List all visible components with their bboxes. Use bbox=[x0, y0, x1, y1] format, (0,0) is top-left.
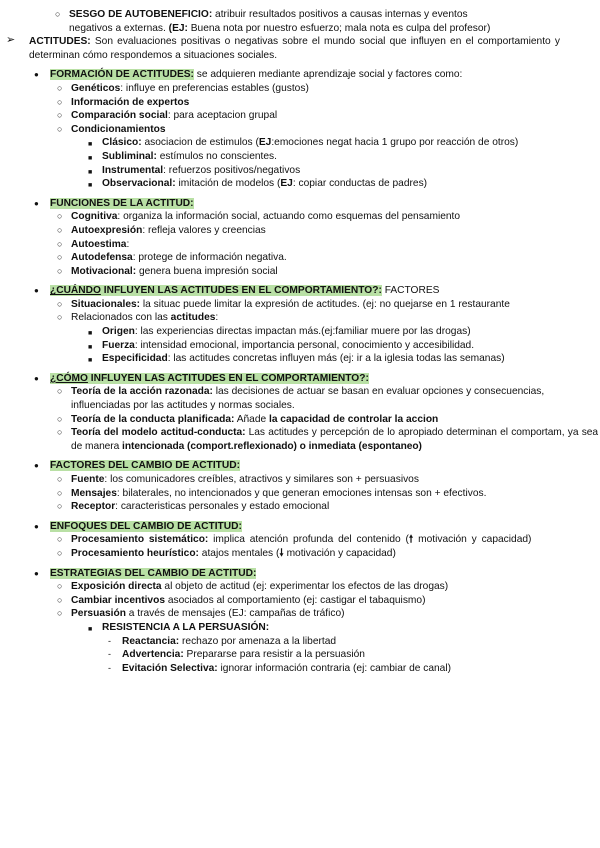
list-item: ○ Teoría de la acción razonada: las decisiones de actuar se basan en evaluar opciones y consecuencias, influenciadas por las actitudes y normas sociales. bbox=[57, 386, 545, 412]
list-item: ○ Exposición directa al objeto de actitud (ej: experimentar los efectos de las drogas) bbox=[57, 581, 449, 593]
list-item: ○ Condicionamientos bbox=[57, 123, 166, 135]
list-item: ○ Cambiar incentivos asociados al comportamiento (ej: castigar el tabaquismo) bbox=[57, 594, 426, 606]
circle-bullet-icon: ○ bbox=[57, 312, 63, 323]
circle-bullet-icon: ○ bbox=[57, 82, 63, 93]
list-item: ○ Procesamiento heurístico: atajos mentales (🠗 motivación y capacidad) bbox=[57, 547, 396, 559]
circle-bullet-icon: ○ bbox=[57, 547, 63, 558]
dot-bullet-icon: ● bbox=[34, 568, 39, 578]
document-page bbox=[0, 8, 600, 675]
list-item: ○ Mensajes: bilaterales, no intencionados y que generan emociones intensas son + efectivos. bbox=[57, 487, 487, 499]
circle-bullet-icon: ○ bbox=[57, 487, 63, 498]
circle-bullet-icon: ○ bbox=[57, 298, 63, 309]
funciones-heading bbox=[0, 197, 600, 211]
square-bullet-icon: ■ bbox=[88, 330, 93, 338]
circle-bullet-icon: ○ bbox=[57, 534, 63, 545]
enfoques-title: ENFOQUES DEL CAMBIO DE ACTITUD: bbox=[50, 520, 242, 532]
circle-bullet-icon: ○ bbox=[57, 594, 63, 605]
list-item: ○ Relacionados con las actitudes: bbox=[57, 312, 219, 324]
sesgo-line-1 bbox=[0, 8, 600, 22]
sesgo-text: atribuir resultados positivos a causas internas y eventos bbox=[212, 9, 468, 20]
sesgo-line-2: negativos a externas. (EJ: Buena nota por nuestro esfuerzo; mala nota es culpa del profesor) bbox=[69, 22, 491, 34]
circle-bullet-icon: ○ bbox=[57, 581, 63, 592]
circle-bullet-icon: ○ bbox=[57, 386, 63, 397]
circle-bullet-icon: ○ bbox=[57, 238, 63, 249]
list-subitem: ■ Subliminal: estímulos no conscientes. bbox=[0, 150, 600, 164]
circle-bullet-icon: ○ bbox=[57, 123, 63, 134]
list-item: ○ Persuasión a través de mensajes (EJ: campañas de tráfico) bbox=[57, 608, 345, 620]
arrowhead-bullet-icon: ➢ bbox=[6, 34, 16, 47]
square-bullet-icon: ■ bbox=[88, 625, 93, 633]
dash-bullet-icon: - bbox=[108, 635, 111, 646]
dash-bullet-icon: - bbox=[108, 649, 111, 660]
circle-bullet-icon: ○ bbox=[57, 96, 63, 107]
resistencia-heading: ■ RESISTENCIA A LA PERSUASIÓN: bbox=[0, 621, 600, 635]
cuando-heading: ● ¿CUÁNDO INFLUYEN LAS ACTITUDES EN EL COMPORTAMIENTO?: FACTORES bbox=[34, 285, 440, 297]
list-subitem: - Reactancia: rechazo por amenaza a la libertad bbox=[108, 635, 337, 647]
dot-bullet-icon: ● bbox=[34, 461, 39, 471]
dot-bullet-icon: ● bbox=[34, 286, 39, 296]
list-subitem: - Advertencia: Prepararse para resistir a la persuasión bbox=[108, 649, 365, 661]
list-subitem: ■ Observacional: imitación de modelos (EJ: copiar conductas de padres) bbox=[0, 177, 600, 191]
list-item: ○ Teoría de la conducta planificada: Añade la capacidad de controlar la accion bbox=[57, 413, 439, 425]
circle-bullet-icon: ○ bbox=[55, 9, 61, 19]
dot-bullet-icon: ● bbox=[34, 521, 39, 531]
square-bullet-icon: ■ bbox=[88, 168, 93, 176]
formacion-title: FORMACIÓN DE ACTITUDES: bbox=[50, 69, 194, 81]
list-item: ○ Fuente: los comunicadores creíbles, atractivos y similares son + persuasivos bbox=[57, 474, 419, 485]
list-item: ○ Receptor: caracteristicas personales y estado emocional bbox=[57, 501, 330, 513]
circle-bullet-icon: ○ bbox=[57, 501, 63, 512]
sesgo-label: SESGO DE AUTOBENEFICIO: bbox=[69, 9, 213, 20]
estrategias-heading bbox=[0, 567, 600, 581]
list-item: ○ Información de expertos bbox=[57, 96, 190, 108]
circle-bullet-icon: ○ bbox=[57, 211, 63, 222]
como-heading: ● ¿CÓMO INFLUYEN LAS ACTITUDES EN EL COMPORTAMIENTO?: bbox=[34, 372, 369, 384]
circle-bullet-icon: ○ bbox=[57, 252, 63, 263]
enfoques-heading bbox=[0, 520, 600, 534]
list-item: ○ Autoestima: bbox=[57, 238, 130, 250]
estrategias-title: ESTRATEGIAS DEL CAMBIO DE ACTITUD: bbox=[50, 567, 257, 579]
actitudes-definition: ➢ ACTITUDES: Son evaluaciones positivas o negativas sobre el mundo social que influyen en el comportamiento y determinan cómo respondemos a situaciones sociales. bbox=[6, 34, 560, 61]
list-subitem: ■ Especificidad: las actitudes concretas influyen más (ej: ir a la iglesia todas las semanas) bbox=[0, 352, 600, 366]
list-item: ○ Comparación social: para aceptacion grupal bbox=[57, 110, 278, 122]
dot-bullet-icon: ● bbox=[34, 198, 39, 208]
factores-heading bbox=[0, 459, 600, 473]
list-item: ○ Situacionales: la situac puede limitar la expresión de actitudes. (ej: no quejarse en 1 restaurante bbox=[57, 298, 510, 310]
circle-bullet-icon: ○ bbox=[57, 110, 63, 121]
circle-bullet-icon: ○ bbox=[57, 474, 63, 484]
list-subitem: ■ Clásico: asociacion de estimulos (EJ:emociones negat hacia 1 grupo por reacción de otros) bbox=[0, 136, 600, 150]
factores-title: FACTORES DEL CAMBIO DE ACTITUD: bbox=[50, 460, 240, 472]
square-bullet-icon: ■ bbox=[88, 343, 93, 351]
list-item: ○ Teoría del modelo actitud-conducta: Las actitudes y percepción de lo apropiado determinan el comportam, ya sea de manera intencionada (comport.reflexionado) o inmediata (espontaneo) bbox=[57, 427, 598, 452]
square-bullet-icon: ■ bbox=[88, 141, 93, 149]
list-item: ○ Autoexpresión: refleja valores y creencias bbox=[57, 224, 266, 236]
list-item: ○ Motivacional: genera buena impresión social bbox=[57, 265, 278, 277]
list-subitem: - Evitación Selectiva: ignorar información contraria (ej: cambiar de canal) bbox=[108, 662, 451, 674]
list-subitem: ■ Origen: las experiencias directas impactan más.(ej:familiar muere por las drogas) bbox=[0, 325, 600, 339]
square-bullet-icon: ■ bbox=[88, 357, 93, 365]
circle-bullet-icon: ○ bbox=[57, 265, 63, 276]
list-item: ○ Genéticos: influye en preferencias estables (gustos) bbox=[57, 82, 309, 94]
square-bullet-icon: ■ bbox=[88, 182, 93, 190]
arrow-up-icon: 🠕 bbox=[408, 534, 414, 546]
actitudes-label: ACTITUDES: bbox=[29, 36, 91, 48]
list-subitem: ■ Instrumental: refuerzos positivos/negativos bbox=[0, 164, 600, 178]
dash-bullet-icon: - bbox=[108, 662, 111, 673]
square-bullet-icon: ■ bbox=[88, 154, 93, 162]
list-item: ○ Cognitiva: organiza la información social, actuando como esquemas del pensamiento bbox=[57, 211, 461, 223]
formacion-heading: ● FORMACIÓN DE ACTITUDES: se adquieren mediante aprendizaje social y factores como: bbox=[34, 69, 463, 81]
dot-bullet-icon: ● bbox=[34, 70, 39, 80]
circle-bullet-icon: ○ bbox=[57, 608, 63, 619]
circle-bullet-icon: ○ bbox=[57, 427, 63, 438]
arrow-down-icon: 🠗 bbox=[279, 547, 284, 559]
list-item: ○ Procesamiento sistemático: implica atención profunda del contenido (🠕 motivación y capacidad) bbox=[57, 534, 532, 546]
funciones-title: FUNCIONES DE LA ACTITUD: bbox=[50, 197, 194, 209]
circle-bullet-icon: ○ bbox=[57, 413, 63, 424]
dot-bullet-icon: ● bbox=[34, 373, 39, 383]
list-item: ○ Autodefensa: protege de información negativa. bbox=[57, 252, 287, 264]
list-subitem: ■ Fuerza: intensidad emocional, importancia personal, conocimiento y accesibilidad. bbox=[0, 339, 600, 353]
circle-bullet-icon: ○ bbox=[57, 224, 63, 235]
